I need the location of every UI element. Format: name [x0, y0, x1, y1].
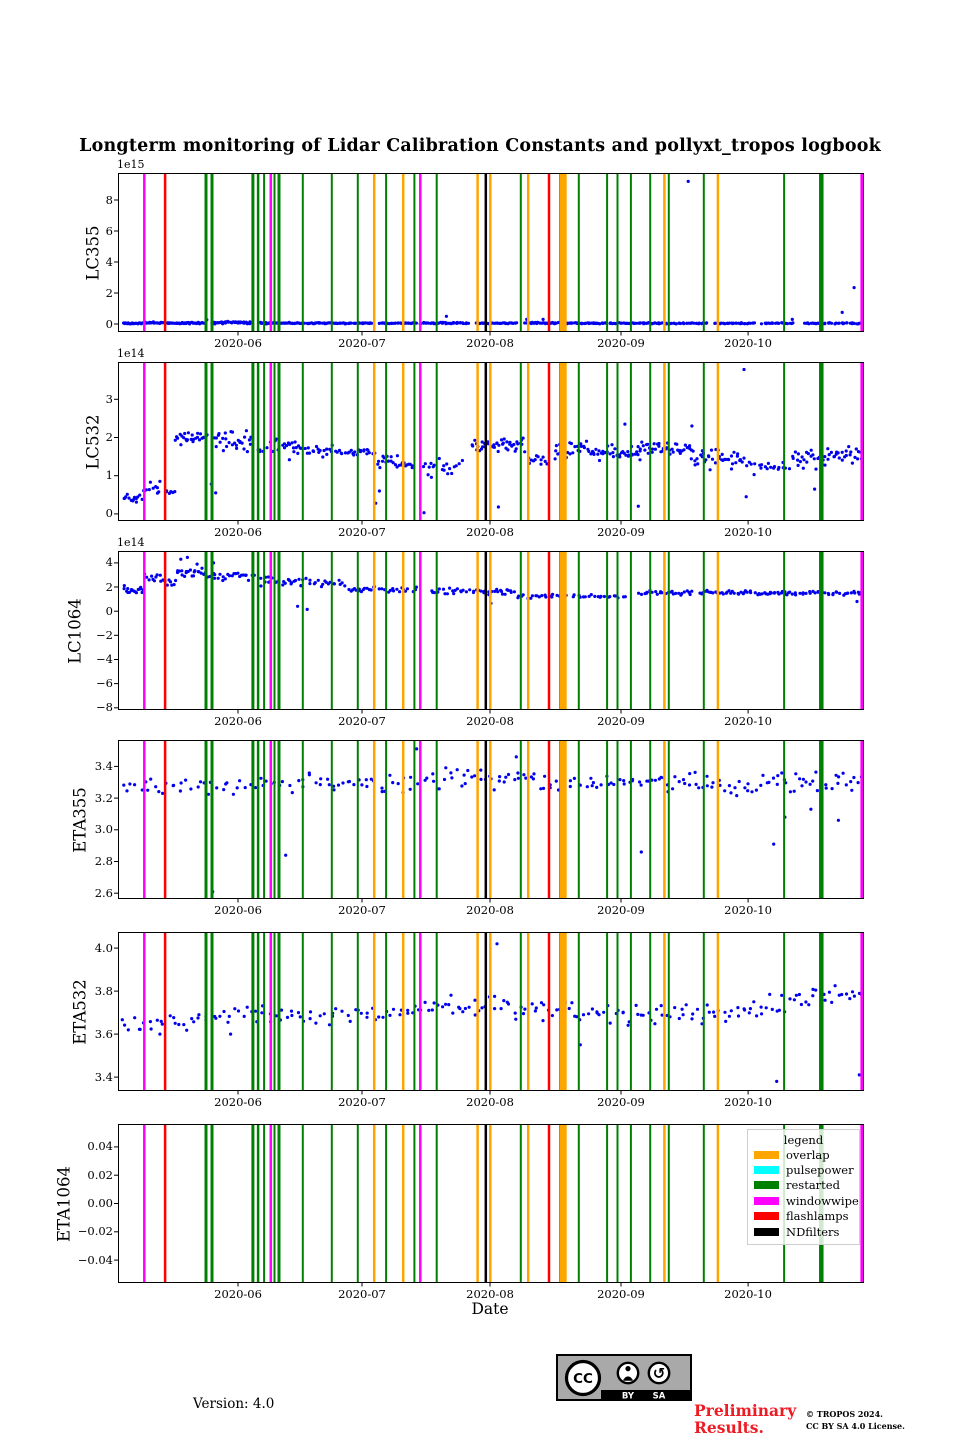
preliminary-line1: Preliminary — [694, 1401, 797, 1420]
logbook-event-lines — [144, 363, 862, 520]
preliminary-line2: Results. — [694, 1418, 764, 1438]
y-axis-label-lc355: LC355 — [83, 224, 103, 281]
y-tick-label: 2.8 — [94, 854, 113, 869]
legend-title: legend — [783, 1133, 824, 1147]
y-tick-label: 4 — [105, 254, 113, 269]
subplot-lc355 — [83, 158, 864, 350]
x-tick-label: 2020-10 — [724, 1095, 772, 1109]
subplot-eta532 — [70, 932, 864, 1109]
y-tick-label: 2 — [105, 579, 113, 594]
y-axis-label-eta355: ETA355 — [70, 786, 90, 853]
y-tick-label: 8 — [105, 192, 113, 207]
y-tick-label: 3.8 — [94, 983, 113, 998]
legend-entry-flashlamps — [748, 1209, 859, 1224]
x-tick-label: 2020-07 — [338, 903, 386, 917]
y-tick-label: 3.4 — [94, 1069, 113, 1084]
y-tick-label: 1 — [105, 468, 113, 483]
y-tick-label: 3 — [105, 391, 113, 406]
subplot-eta355 — [70, 740, 864, 917]
copyright-line1: © TROPOS 2024. — [806, 1409, 883, 1419]
y-tick-label: 0 — [105, 603, 113, 618]
x-tick-label: 2020-09 — [597, 903, 645, 917]
preliminary-results-text — [694, 1402, 796, 1437]
scatter-points — [122, 747, 863, 893]
scatter-points — [123, 368, 864, 514]
y-tick-label: −6 — [96, 676, 113, 691]
x-tick-label: 2020-07 — [338, 1287, 386, 1301]
x-axis-label: Date — [471, 1300, 509, 1318]
legend-entry-label: restarted — [786, 1178, 840, 1193]
x-tick-label: 2020-07 — [338, 336, 386, 350]
y-tick-label: 4 — [105, 555, 113, 570]
legend-entry-label: pulsepower — [786, 1163, 854, 1178]
x-tick-label: 2020-10 — [724, 525, 772, 539]
x-tick-label: 2020-06 — [214, 1095, 262, 1109]
badge-by-label: BY — [621, 1391, 635, 1402]
by-person-head — [625, 1366, 630, 1371]
legend-entry-windowwipe — [748, 1193, 859, 1208]
subplot-lc1064 — [65, 536, 864, 728]
legend-entry-restarted — [748, 1178, 859, 1193]
y-tick-label: 3.0 — [94, 822, 113, 837]
legend-entry-overlap — [748, 1147, 859, 1162]
x-tick-label: 2020-08 — [466, 714, 514, 728]
legend-entry-label: overlap — [786, 1147, 830, 1162]
pulsepower-swatch-icon — [754, 1166, 779, 1174]
cc-logo-text: CC — [573, 1371, 593, 1387]
x-tick-label: 2020-08 — [466, 903, 514, 917]
y-axis-offset-label: 1e15 — [117, 158, 145, 171]
plot-area-eta355 — [119, 741, 863, 898]
legend — [747, 1129, 860, 1245]
badge-black-strip — [601, 1390, 691, 1400]
tick-marks — [114, 766, 748, 902]
legend-entry-NDfilters — [748, 1224, 859, 1239]
y-tick-label: 2.6 — [94, 885, 113, 900]
version-text: Version: 4.0 — [193, 1396, 275, 1412]
logbook-event-lines — [144, 933, 862, 1090]
x-tick-label: 2020-07 — [338, 1095, 386, 1109]
x-tick-label: 2020-06 — [214, 1287, 262, 1301]
y-axis-offset-label: 1e14 — [117, 347, 145, 360]
x-tick-label: 2020-09 — [597, 1287, 645, 1301]
x-tick-label: 2020-07 — [338, 714, 386, 728]
x-tick-label: 2020-08 — [466, 336, 514, 350]
x-tick-label: 2020-08 — [466, 1287, 514, 1301]
tick-marks — [114, 563, 748, 714]
plot-area-lc532 — [119, 363, 863, 520]
y-tick-label: −2 — [96, 627, 113, 642]
y-tick-label: 2 — [105, 429, 113, 444]
overlap-swatch-icon — [754, 1151, 779, 1159]
y-tick-label: −0.02 — [77, 1224, 113, 1239]
restarted-swatch-icon — [754, 1181, 779, 1189]
y-tick-label: 3.6 — [94, 1026, 113, 1041]
x-tick-label: 2020-09 — [597, 525, 645, 539]
x-tick-label: 2020-06 — [214, 336, 262, 350]
scatter-points — [123, 556, 864, 611]
legend-entry-label: windowwipe — [786, 1193, 859, 1208]
plot-area-lc355 — [119, 174, 863, 331]
tick-marks — [114, 1147, 748, 1287]
x-tick-label: 2020-06 — [214, 525, 262, 539]
x-tick-label: 2020-09 — [597, 1095, 645, 1109]
y-tick-label: −4 — [96, 651, 113, 666]
windowwipe-swatch-icon — [754, 1197, 779, 1205]
y-tick-label: 6 — [105, 223, 113, 238]
x-tick-label: 2020-06 — [214, 903, 262, 917]
logbook-event-lines — [144, 552, 862, 709]
x-tick-label: 2020-10 — [724, 336, 772, 350]
legend-entry-label: NDfilters — [786, 1224, 840, 1239]
y-tick-label: 3.2 — [94, 790, 113, 805]
copyright-line2: CC BY SA 4.0 License. — [806, 1420, 905, 1431]
x-tick-label: 2020-09 — [597, 336, 645, 350]
y-axis-label-lc1064: LC1064 — [65, 597, 85, 664]
x-tick-label: 2020-06 — [214, 714, 262, 728]
sa-arrow-glyph: ↺ — [652, 1364, 666, 1383]
x-tick-label: 2020-10 — [724, 903, 772, 917]
x-tick-label: 2020-09 — [597, 714, 645, 728]
logbook-event-lines — [144, 741, 862, 898]
flashlamps-swatch-icon — [754, 1212, 779, 1220]
x-tick-label: 2020-07 — [338, 525, 386, 539]
y-axis-label-lc532: LC532 — [83, 413, 103, 470]
legend-rows — [748, 1147, 859, 1239]
y-tick-label: −0.04 — [77, 1252, 113, 1267]
x-tick-label: 2020-10 — [724, 1287, 772, 1301]
y-tick-label: 0.04 — [87, 1139, 113, 1154]
y-axis-label-eta532: ETA532 — [70, 978, 90, 1045]
y-tick-label: 0 — [105, 316, 113, 331]
x-tick-label: 2020-10 — [724, 714, 772, 728]
y-tick-label: 0 — [105, 506, 113, 521]
cc-by-sa-badge — [556, 1354, 693, 1403]
scatter-points — [121, 942, 863, 1083]
y-tick-label: 0.02 — [87, 1167, 113, 1182]
subplot-lc532 — [83, 347, 864, 539]
y-axis-offset-label: 1e14 — [117, 536, 145, 549]
tick-marks — [114, 948, 748, 1094]
legend-entry-pulsepower — [748, 1162, 859, 1177]
y-tick-label: −8 — [96, 700, 113, 715]
NDfilters-swatch-icon — [754, 1228, 779, 1236]
plot-area-eta532 — [119, 933, 863, 1090]
tick-marks — [114, 200, 748, 336]
legend-entry-label: flashlamps — [786, 1209, 849, 1224]
y-tick-label: 2 — [105, 285, 113, 300]
chart-title: Longterm monitoring of Lidar Calibration Constants and pollyxt_tropos logbook — [79, 136, 881, 156]
x-tick-label: 2020-08 — [466, 1095, 514, 1109]
badge-sa-label: SA — [652, 1391, 666, 1402]
y-tick-label: 4.0 — [94, 940, 113, 955]
y-axis-label-eta1064: ETA1064 — [54, 1165, 74, 1242]
y-tick-label: 0.00 — [87, 1196, 113, 1210]
copyright-text — [806, 1409, 905, 1432]
plot-area-lc1064 — [119, 552, 863, 709]
y-tick-label: 3.4 — [94, 758, 113, 773]
logbook-event-lines — [144, 174, 862, 331]
scatter-points — [122, 180, 862, 326]
x-tick-label: 2020-08 — [466, 525, 514, 539]
